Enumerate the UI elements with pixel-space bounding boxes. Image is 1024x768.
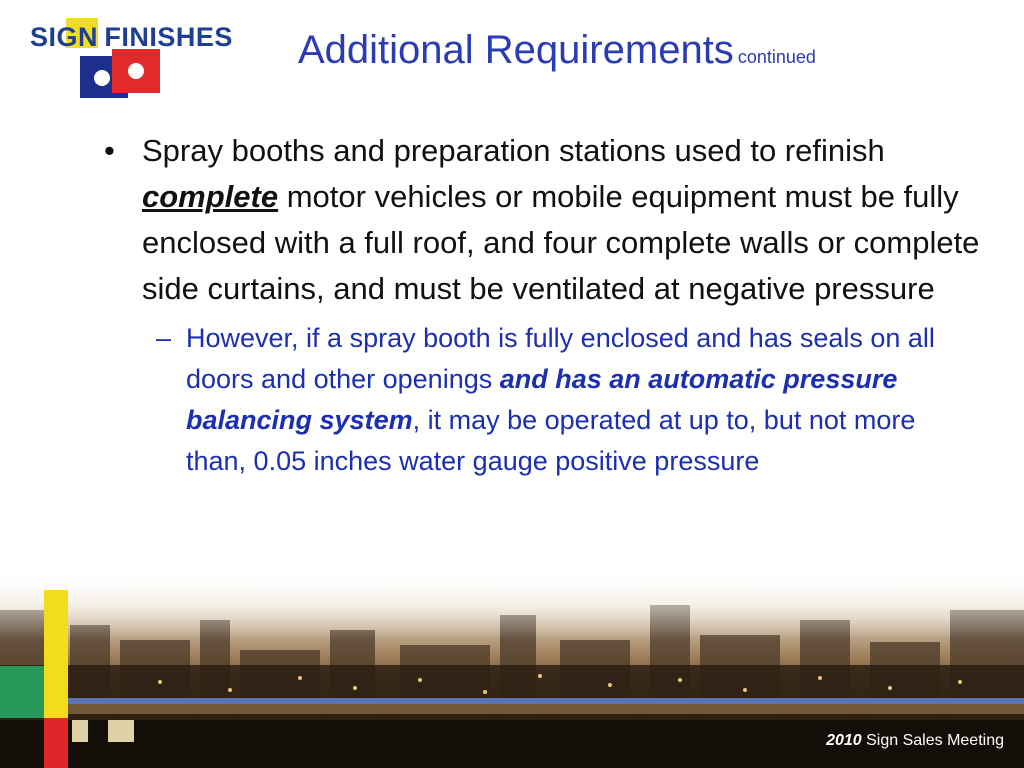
- bullet-dot: •: [104, 133, 115, 168]
- slide-footer: [826, 732, 1004, 750]
- slide-title: [298, 28, 816, 73]
- sub-bullet-text-end: , it may be operated at up to, but not more than, 0.05 inches water gauge positive pressure: [186, 405, 916, 476]
- logo-dot: [94, 70, 110, 86]
- red-accent-block: [44, 718, 68, 768]
- bullet-text-start: Spray booths and preparation stations used to refinish: [142, 133, 885, 168]
- title-main: Additional Requirements: [298, 28, 734, 72]
- sub-bullet-dash: –: [156, 323, 172, 353]
- sub-bullet-emphasis: and has an automatic pressure balancing system: [186, 364, 898, 435]
- logo-wordmark: SIGN FINISHES: [30, 22, 233, 52]
- slide-body: [104, 128, 984, 482]
- yellow-accent-block: [44, 590, 68, 720]
- sub-bullet-text-start: However, if a spray booth is fully enclosed and has seals on all doors and other openings: [186, 323, 935, 394]
- bullet-emphasis: complete: [142, 179, 279, 214]
- logo-dot: [128, 63, 144, 79]
- footer-text: Sign Sales Meeting: [861, 732, 1004, 749]
- title-continued: continued: [737, 47, 816, 67]
- sign-finishes-logo: [30, 12, 233, 102]
- sub-bullet-item: [156, 318, 961, 482]
- bullet-text-end: motor vehicles or mobile equipment must be fully enclosed with a full roof, and four complete walls or complete side curtains, and must be ventilated at negative pressure: [142, 179, 980, 306]
- green-accent-block: [0, 666, 44, 718]
- bullet-item: [104, 128, 984, 312]
- footer-year: 2010: [826, 732, 862, 749]
